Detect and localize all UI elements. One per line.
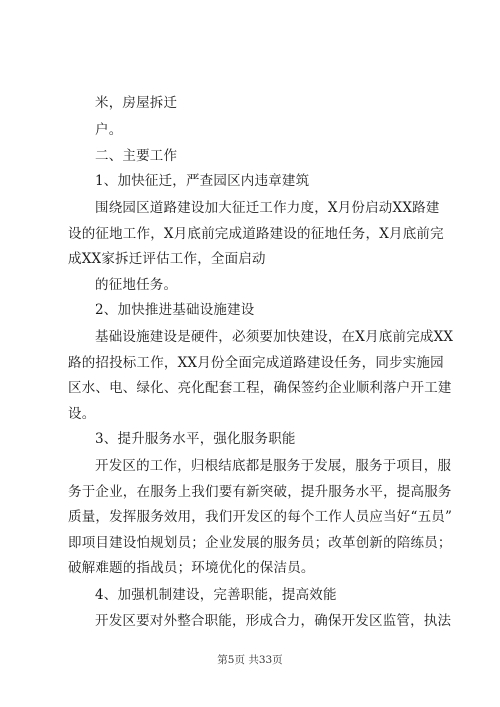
text-line: 米，房屋拆迁 — [95, 95, 178, 111]
subsection-heading: 2、加快推进基础设施建设 — [95, 302, 255, 318]
text-line: 务于企业，在服务上我们要有新突破，提升服务水平，提高服务 — [68, 484, 452, 500]
text-line: 即项目建设怕规划员；企业发展的服务员；改革创新的陪练员； — [68, 535, 452, 551]
text-line: 的征地任务。 — [95, 277, 178, 293]
subsection-heading: 1、加快征迁，严查园区内违章建筑 — [95, 173, 310, 189]
text-line: 基础设施建设是硬件，必须要加快建设，在X月底前完成XX — [95, 329, 454, 345]
text-line: 户。 — [95, 122, 123, 138]
page-footer: 第5页 共33页 — [217, 654, 283, 666]
text-line: 开发区要对外整合职能，形成合力，确保开发区监管，执法 — [95, 613, 452, 629]
text-line: 质量，发挥服务效用，我们开发区的每个工作人员应当好“五员” — [68, 509, 453, 525]
subsection-heading: 3、提升服务水平，强化服务职能 — [95, 431, 296, 447]
text-line: 设。 — [68, 406, 96, 422]
text-line: 成XX家拆迁评估工作，全面启动 — [68, 251, 266, 267]
text-line: 开发区的工作，归根结底都是服务于发展，服务于项目，服 — [95, 458, 452, 474]
text-line: 围绕园区道路建设加大征迁工作力度，X月份启动XX路建 — [95, 200, 440, 216]
subsection-heading: 4、加强机制建设，完善职能，提高效能 — [95, 587, 337, 603]
section-heading: 二、主要工作 — [95, 148, 178, 164]
text-line: 设的征地工作，X月底前完成道路建设的征地任务，X月底前完 — [68, 226, 444, 242]
text-line: 破解难题的指战员；环境优化的保洁员。 — [68, 560, 315, 576]
text-line: 路的招投标工作，XX月份全面完成道路建设任务，同步实施园 — [68, 355, 444, 371]
text-line: 区水、电、绿化、亮化配套工程，确保签约企业顺利落户开工建 — [68, 380, 452, 396]
